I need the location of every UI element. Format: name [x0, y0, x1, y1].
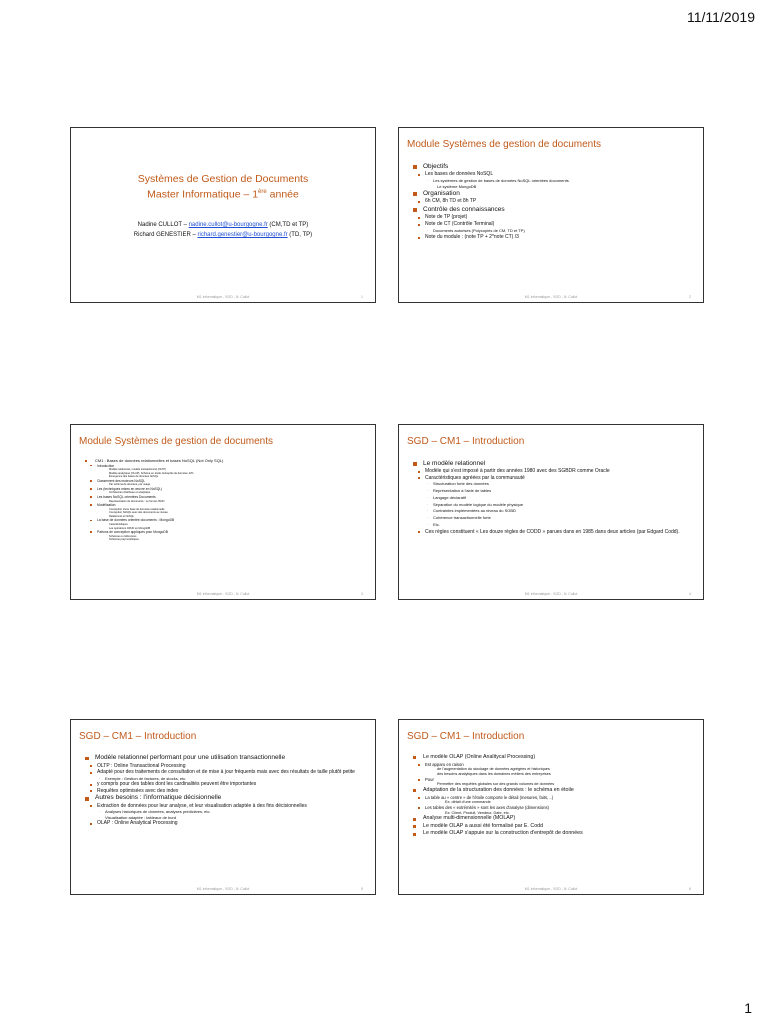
detail-line: Émergence des bases de données NoSQL: [109, 475, 159, 479]
detail-line: Permettre des requêtes globales sur des grands volumes de données: [437, 782, 555, 787]
sub-sub-bullet: · Structuration forte des données: [427, 481, 695, 488]
sub-sub-bullet: · Les systèmes de gestion de bases de données NoSQL orientées documents: [427, 178, 695, 184]
slide-4: [398, 424, 704, 600]
author-2-email-link[interactable]: richard.genestier@u-bourgogne.fr: [197, 232, 288, 238]
sub-bullet: Extraction de données pour leur analyse, et leur visualisation adaptée à des fins décisionnelles: [90, 803, 367, 810]
detail-line: Par schéma de données, par usage: [109, 483, 151, 487]
cover-title-line1: Systèmes de Gestion de Documents: [137, 173, 309, 185]
bullet: Le modèle OLAP a aussi été formalisé par E. Codd: [413, 823, 695, 831]
slide-footer: M1 Informatique - SGD - N. Cullot: [196, 295, 250, 299]
bullet: Organisation: [413, 189, 695, 198]
detail-line: Schémas ou références: [109, 534, 137, 538]
detail-line: Architecture distribuée et analytique: [109, 491, 151, 495]
bullet: Le modèle OLAP s'appuie sur la construction d'entrepôt de données: [413, 830, 695, 838]
slide-2: [398, 127, 704, 303]
sub-bullet: Classement des moteurs NoSQL: [90, 479, 367, 484]
slide-1: [70, 127, 376, 303]
detail-line: Schémas polymorphiques: [109, 538, 139, 542]
slide-number: 1: [361, 295, 363, 299]
slide-number: 3: [361, 592, 363, 596]
author-1: Nadine CULLOT – nadine.cullot@u-bourgogne.fr (CM,TD et TP): [137, 222, 309, 228]
sub-sub-bullet: · Séparation du modèle logique du modèle physique: [427, 502, 695, 509]
sub-bullet: y compris pour des tables dont les cardinalités peuvent être importantes: [90, 781, 367, 788]
sub-bullet: Note du module : (note TP + 2*note CT) /3: [418, 234, 695, 241]
sub-sub-sub-bullet: Le système MongoDB: [437, 183, 477, 189]
detail-line: Ex: Client, Produit, Vendeur, Date, etc.: [445, 810, 510, 815]
sub-bullet: Les bases NoSQL orientées Documents: [90, 495, 367, 500]
slide-footer: M1 Informatique - SGD - N. Cullot: [524, 592, 578, 596]
sub-bullet: Est apparu en raison: [418, 762, 695, 768]
sub-bullet: OLAP : Online Analytical Processing: [90, 820, 367, 827]
detail-line: Relationnel et NoSQL: [109, 514, 135, 518]
slide-body: [413, 162, 695, 241]
sub-bullet: Les (techniques mises en œuvre en NoSQL): [90, 487, 367, 492]
sub-bullet: Ces règles constituent « Les douze règles de CODD » parues dans en 1985 dans deux articles (par Edgard Codd).: [418, 529, 695, 536]
detail-line: Modèle relationnel, modèle transactionnel (OLTP): [109, 468, 167, 472]
sub-bullet: Les tables des « extrémités » sont les axes d'analyse (dimensions): [418, 805, 695, 811]
print-date: 11/11/2019: [687, 9, 755, 25]
slide-6: [398, 719, 704, 895]
bullet: CM1 : Bases de données relationnelles et bases NoSQL (Not Only SQL): [85, 458, 367, 464]
sub-bullet: Note de CT (Contrôle Terminal): [418, 221, 695, 228]
sub-bullet: La base de données orientée documents : MongoDB: [90, 518, 367, 523]
detail-line: Caractéristiques: [109, 522, 128, 526]
sub-sub-bullet: · Cohérence transactionnelle forte: [427, 515, 695, 522]
slide-3: [70, 424, 376, 600]
sub-sub-bullet: · Exemple : Gestion de factures, de stocks, etc.: [99, 776, 367, 782]
slide-title: SGD – CM1 – Introduction: [407, 436, 525, 447]
detail-line: Modèle analytique (OLAP), Schéma en étoile, Entrepôts de données, ETL: [109, 471, 194, 475]
sub-bullet: Caractéristiques agréées par la communauté: [418, 475, 695, 482]
detail-line: Les opérations CRUD en MongoDB: [109, 526, 151, 530]
sub-bullet: Modèle qui s'est imposé à partir des années 1980 avec des SGBDR comme Oracle: [418, 468, 695, 475]
author-2: Richard GENESTIER – richard.genestier@u-bourgogne.fr (TD, TP): [133, 232, 313, 238]
slide-title: SGD – CM1 – Introduction: [79, 731, 197, 742]
sub-bullet: Introduction: [90, 464, 367, 469]
bullet: Modèle relationnel performant pour une utilisation transactionnelle: [85, 754, 367, 763]
slide-footer: M1 Informatique - SGD - N. Cullot: [524, 887, 578, 891]
slide-5: [70, 719, 376, 895]
slide-number: 5: [361, 887, 363, 891]
author-1-email-link[interactable]: nadine.cullot@u-bourgogne.fr: [188, 222, 268, 228]
bullet: Le modèle OLAP (Online Analitycal Processing): [413, 754, 695, 762]
slide-body: [413, 459, 695, 535]
sub-bullet: La table au « centre » de l'étoile comporte le détail (mesures, faits, ..): [418, 795, 695, 801]
slide-body: [85, 458, 367, 542]
detail-line: Représentation de documents : Le format JSON: [109, 499, 165, 503]
sub-bullet: Les bases de données NoSQL: [418, 171, 695, 178]
sub-bullet: Note de TP (projet): [418, 214, 695, 221]
sub-bullet: Patrons de conception appliqués pour MongoDB: [90, 530, 367, 535]
sub-sub-bullet: · Analyses historiques de données, analyses prédictives, etc.: [99, 809, 367, 815]
detail-line: Conception NoSQL avec des documents au niveau: [109, 511, 168, 515]
slide-number: 4: [689, 592, 691, 596]
authors: [71, 220, 375, 240]
slide-title: [71, 173, 375, 201]
page-number: 1: [744, 1000, 752, 1016]
slide-body: [413, 754, 695, 838]
sub-sub-bullet: · Langage déclaratif: [427, 495, 695, 502]
sub-sub-bullet: · Contraintes implémentées au niveau du SGBD: [427, 508, 695, 515]
sub-sub-bullet: · Documents autorisés (Polycopiés de CM, TD et TP): [427, 228, 695, 234]
detail-line: des besoins analytiques dans les domaines métiers des entreprises: [437, 771, 551, 776]
bullet: Autres besoins : l'informatique décisionnelle: [85, 794, 367, 803]
cover-title-line2: Master Informatique – 1ère année: [147, 188, 299, 200]
bullet: Le modèle relationnel: [413, 459, 695, 468]
sub-sub-bullet: · Etc.: [427, 522, 695, 529]
sub-bullet: Requêtes optimisées avec des index: [90, 788, 367, 795]
slide-footer: M1 Informatique - SGD - N. Cullot: [196, 887, 250, 891]
bullet: Objectifs: [413, 162, 695, 171]
slide-title: Module Systèmes de gestion de documents: [407, 139, 601, 150]
sub-bullet: Pour: [418, 777, 695, 783]
bullet: Contrôle des connaissances: [413, 205, 695, 214]
bullet: Adaptation de la structuration des données : le schéma en étoile: [413, 787, 695, 795]
slide-footer: M1 Informatique - SGD - N. Cullot: [196, 592, 250, 596]
slide-footer: M1 Informatique - SGD - N. Cullot: [524, 295, 578, 299]
slide-title: Module Systèmes de gestion de documents: [79, 436, 273, 447]
sub-sub-bullet: · Représentation à l'aide de tables: [427, 488, 695, 495]
slide-number: 2: [689, 295, 691, 299]
slide-title: SGD – CM1 – Introduction: [407, 731, 525, 742]
bullet: Analyse multi-dimensionnelle (MOLAP): [413, 815, 695, 823]
detail-line: de l'augmentation du stockage de données agrégées et historiques: [437, 767, 550, 772]
slide-number: 6: [689, 887, 691, 891]
sub-bullet: Adapté pour des traitements de consultation et de mise à jour fréquents mais avec des résultats de taille plutôt petite: [90, 769, 367, 776]
sub-bullet: Modélisation: [90, 503, 367, 508]
sub-bullet: OLTP : Online Transactional Processing: [90, 763, 367, 770]
detail-line: Conception d'une base de données relationnelle: [109, 507, 165, 511]
slide-body: [85, 754, 367, 827]
sub-bullet: 6h CM, 8h TD et 8h TP: [418, 198, 695, 205]
detail-line: Ex: détail d'une commande: [445, 800, 491, 805]
sub-sub-bullet: · Visualisation adaptée : tableaux de bord: [99, 815, 367, 821]
